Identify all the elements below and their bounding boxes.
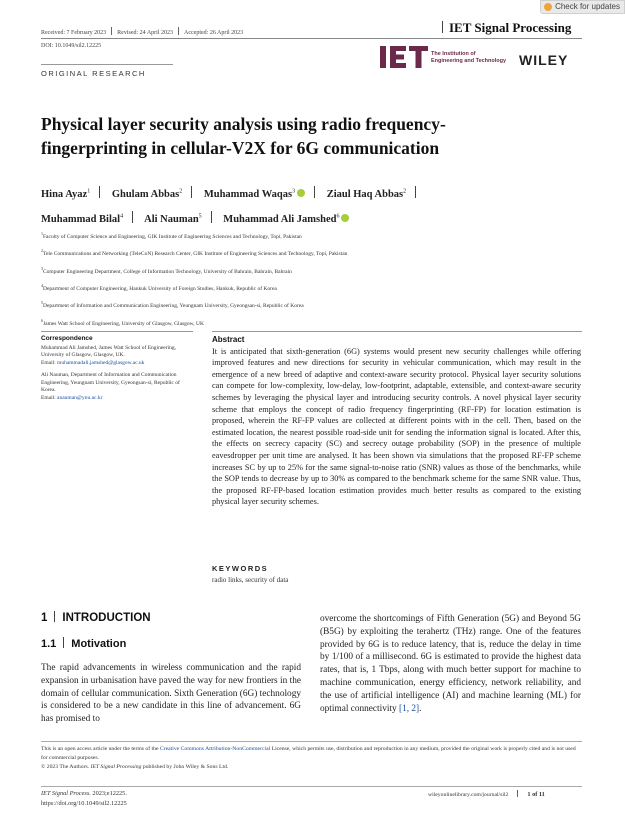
affiliation: $^6$James Watt School of Engineering, University of Glasgow, Glasgow, UK — [41, 317, 204, 327]
keywords: radio links, security of data — [212, 576, 289, 584]
correspondence — [41, 335, 193, 402]
affiliation: $^1$Faculty of Computer Science and Engineering, GIK Institute of Engineering Sciences and Technology, Topi, Pakistan — [41, 231, 302, 240]
article-dates — [41, 27, 243, 36]
correspondence-author-2: Ali Nauman, Department of Information and Communication Engineering, Yeungnam University, Gyeongsan-si, Republic of Korea. Email: anauman@ynu.ac.kr — [41, 372, 180, 401]
email-link-1[interactable]: muhammadali.jamshed@glasgow.ac.uk — [57, 359, 145, 366]
check-for-updates-button[interactable] — [540, 0, 625, 14]
citation-footer: IET Signal Process. 2023;e12225. https://doi.org/10.1049/sil2.12225 — [41, 790, 127, 807]
author[interactable]: Muhammad Ali Jamshed$^6$ — [223, 214, 349, 225]
orcid-icon[interactable] — [341, 214, 349, 222]
section-heading: 1 INTRODUCTION — [41, 612, 151, 624]
keywords-heading: KEYWORDS — [212, 564, 269, 573]
subsection-heading: 1.1 Motivation — [41, 638, 127, 650]
author[interactable]: Ziaul Haq Abbas$^2$ — [326, 188, 407, 200]
doi-url[interactable]: https://doi.org/10.1049/sil2.12225 — [41, 800, 127, 807]
iet-logo-text: The Institution of Engineering and Technology — [431, 51, 507, 64]
affiliation: $^5$Department of Information and Communication Engineering, Yeungnam University, Gyeongsan-si, Republic of Korea — [41, 300, 304, 310]
journal-site-link[interactable]: wileyonlinelibrary.com/journal/sil2 — [428, 792, 509, 798]
affiliation: $^2$Tele Communications and Networking (TeleCoN) Research Center, GIK Institute of Engineering Sciences and Technology, Topi, Pakistan — [41, 248, 348, 258]
email-link-2[interactable]: anauman@ynu.ac.kr — [57, 394, 103, 401]
author[interactable]: Ghulam Abbas$^2$ — [111, 188, 183, 200]
refresh-icon — [544, 3, 552, 11]
footnote-rule — [41, 741, 582, 742]
author-list — [41, 180, 591, 231]
correspondence-author-1: Muhammad Ali Jamshed, James Watt School of Engineering, University of Glasgow, Glasgow, UK. Email: muhammadali.jamshed@glasgow.ac.uk — [41, 344, 176, 366]
abstract-text: It is anticipated that sixth-generation (6G) systems would present new security challenges while offering improved features and new directions for security in vehicular communication, which may result in the emergence of a new breed of adaptive and context-aware security protocol. Physical layer security solutions can compete for low-complexity, low-delay, low-footprint, adaptable, extensible, and context-aware security schemes by leveraging the physical layer and introducing security controls. A novel physical layer security scheme that employs the concept of radio frequency fingerprinting (RF-FP) for location estimation is proposed, wherein the RF-FP values are collected at different points with in the cell. Then, based on the estimated location, the nearest possible road-side unit for sending the information signal is located. After this, the effects on secrecy capacity (SC) and secrecy outage probability (SOP) in the presence of multiple eavesdropper per unit time are analysed. It has been shown via simulations that the proposed RF-FP scheme increases SC by up to 25% for the same signal-to-noise ratio (SNR) values as those of the benchmarks, while the SOP tends to decrease by up to 30% as compared to the benchmark scheme for the same SNR value. Thus, the proposed RF-FP-based location estimation provides much better results as compared to the existing physical layer security schemes. — [212, 346, 581, 507]
license-link[interactable]: Creative Commons Attribution-NonCommercial — [159, 746, 271, 752]
header-divider — [41, 38, 582, 39]
abstract-heading: Abstract — [212, 335, 245, 344]
body-text-left: The rapid advancements in wireless communication and the rapid expansion in urbanisation have paved the way for new frontiers in the domain of cellular communication. Sixth Generation (6G) technology is considered to be a new candidate in this line of advancement. 6G has promised to — [41, 663, 301, 725]
page-footer — [428, 790, 545, 798]
check-for-updates-label: Check for updates — [555, 2, 620, 11]
page-number: 1 of 11 — [527, 791, 545, 798]
affiliations — [41, 227, 581, 331]
journal-title: IET Signal Processing — [442, 20, 571, 36]
abstract-rule — [212, 331, 582, 332]
author[interactable]: Hina Ayaz$^1$ — [41, 188, 91, 200]
license-footnote: This is an open access article under the terms of the Creative Commons Attribution-NonCommercial License, which permits use, distribution and reproduction in any medium, provided the original work is properly cited and is not used for commercial purposes. © 2023 The Authors. IET Signal Processing published by John Wiley & Sons Ltd. — [41, 746, 576, 770]
correspondence-heading: Correspondence — [41, 335, 93, 342]
affiliation: $^3$Computer Engineering Department, College of Information Technology, University of Bahrain, Bahrain, Bahrain — [41, 265, 292, 275]
doi[interactable]: DOI: 10.1049/sil2.12225 — [41, 43, 102, 49]
correspondence-rule — [41, 331, 193, 332]
revised-date: Revised: 24 April 2023 — [117, 30, 173, 36]
bottom-rule — [41, 786, 582, 787]
affiliation: $^4$Department of Computer Engineering, Hankuk University of Foreign Studies, Hankuk, Republic of Korea — [41, 282, 277, 292]
orcid-icon[interactable] — [297, 189, 305, 197]
body-text-right: overcome the shortcomings of Fifth Generation (5G) and Beyond 5G (B5G) by exploiting the terahertz (THz) range. One of the features provided by 6G is to reduce latency, that is, reduce the delay in time by 1/100 of a millisecond. 6G is estimated to provide the highest data rates, that is, 1 Tbps, along with much better support for machine to machine communication, energy efficiency, network reliability, and the use of artificial intelligence (AI) and machine learning (ML) for optimal connectivity [1, 2]. — [320, 614, 581, 714]
wiley-logo: WILEY — [519, 52, 569, 68]
author[interactable]: Muhammad Waqas$^3$ — [204, 189, 305, 200]
accepted-date: Accepted: 26 April 2023 — [184, 30, 244, 36]
article-type: ORIGINAL RESEARCH — [41, 69, 146, 78]
received-date: Received: 7 February 2023 — [41, 30, 107, 36]
article-title: Physical layer security analysis using radio frequency-fingerprinting in cellular-V2X for 6G communication — [41, 114, 446, 158]
author[interactable]: Ali Nauman$^5$ — [144, 213, 202, 225]
author[interactable]: Muhammad Bilal$^4$ — [41, 213, 124, 225]
iet-logo — [380, 46, 428, 68]
citation-link[interactable]: [1, 2] — [399, 703, 420, 714]
abstract — [212, 334, 581, 508]
article-type-rule — [41, 64, 173, 65]
